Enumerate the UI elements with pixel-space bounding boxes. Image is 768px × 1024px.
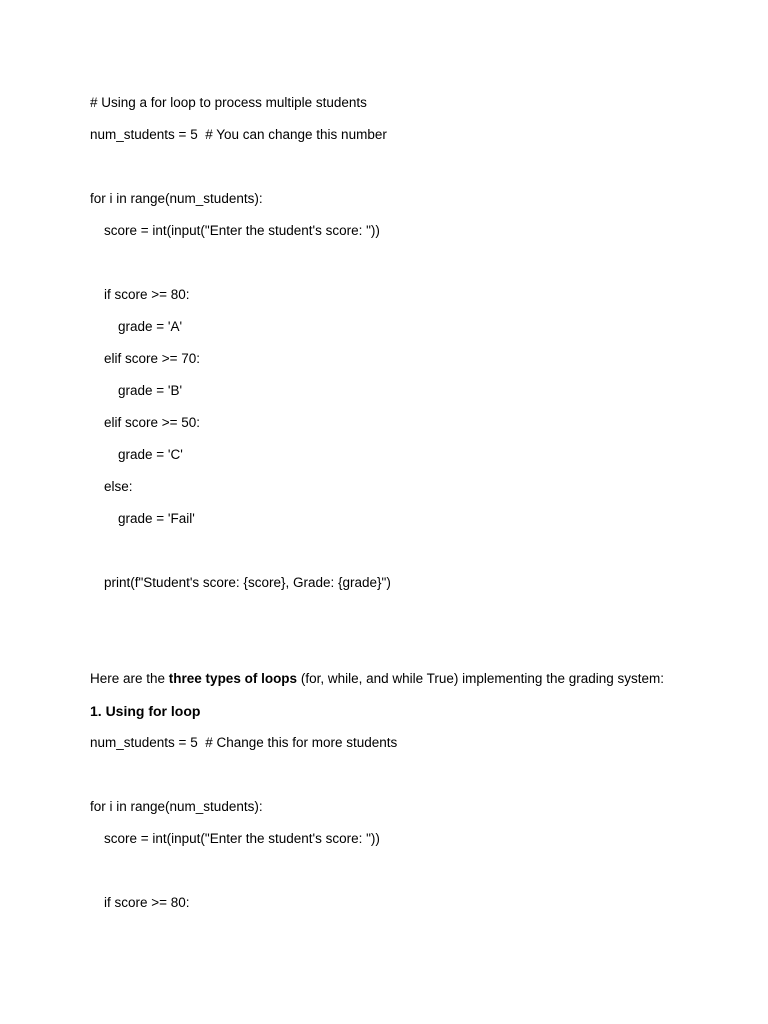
intro-bold: three types of loops bbox=[168, 671, 298, 686]
code-line-print: print(f"Student's score: {score}, Grade: {grade}") bbox=[104, 575, 391, 590]
intro-paragraph bbox=[90, 671, 664, 687]
section1-num-students: num_students = 5 # Change this for more students bbox=[90, 735, 398, 750]
code-line-grade-b: grade = 'B' bbox=[118, 383, 183, 398]
intro-suffix: (for, while, and while True) implementing the grading system: bbox=[297, 671, 664, 686]
code-line-elif-50: elif score >= 50: bbox=[104, 415, 201, 430]
code-line-for: for i in range(num_students): bbox=[90, 191, 263, 206]
code-line-elif-70: elif score >= 70: bbox=[104, 351, 201, 366]
section1-if-80: if score >= 80: bbox=[104, 895, 190, 910]
section1-score-line: score = int(input("Enter the student's score: ")) bbox=[104, 831, 380, 846]
code-line-grade-a: grade = 'A' bbox=[118, 319, 183, 334]
code-line-grade-fail: grade = 'Fail' bbox=[118, 511, 195, 526]
intro-prefix: Here are the bbox=[90, 671, 169, 686]
section1-for-line: for i in range(num_students): bbox=[90, 799, 263, 814]
code-line-score: score = int(input("Enter the student's score: ")) bbox=[104, 223, 380, 238]
code-line-grade-c: grade = 'C' bbox=[118, 447, 183, 462]
code-line-else: else: bbox=[104, 479, 133, 494]
code-line-num-students: num_students = 5 # You can change this number bbox=[90, 127, 387, 142]
code-line-if-80: if score >= 80: bbox=[104, 287, 190, 302]
section-heading-for-loop: 1. Using for loop bbox=[90, 703, 201, 719]
code-comment: # Using a for loop to process multiple students bbox=[90, 95, 367, 110]
